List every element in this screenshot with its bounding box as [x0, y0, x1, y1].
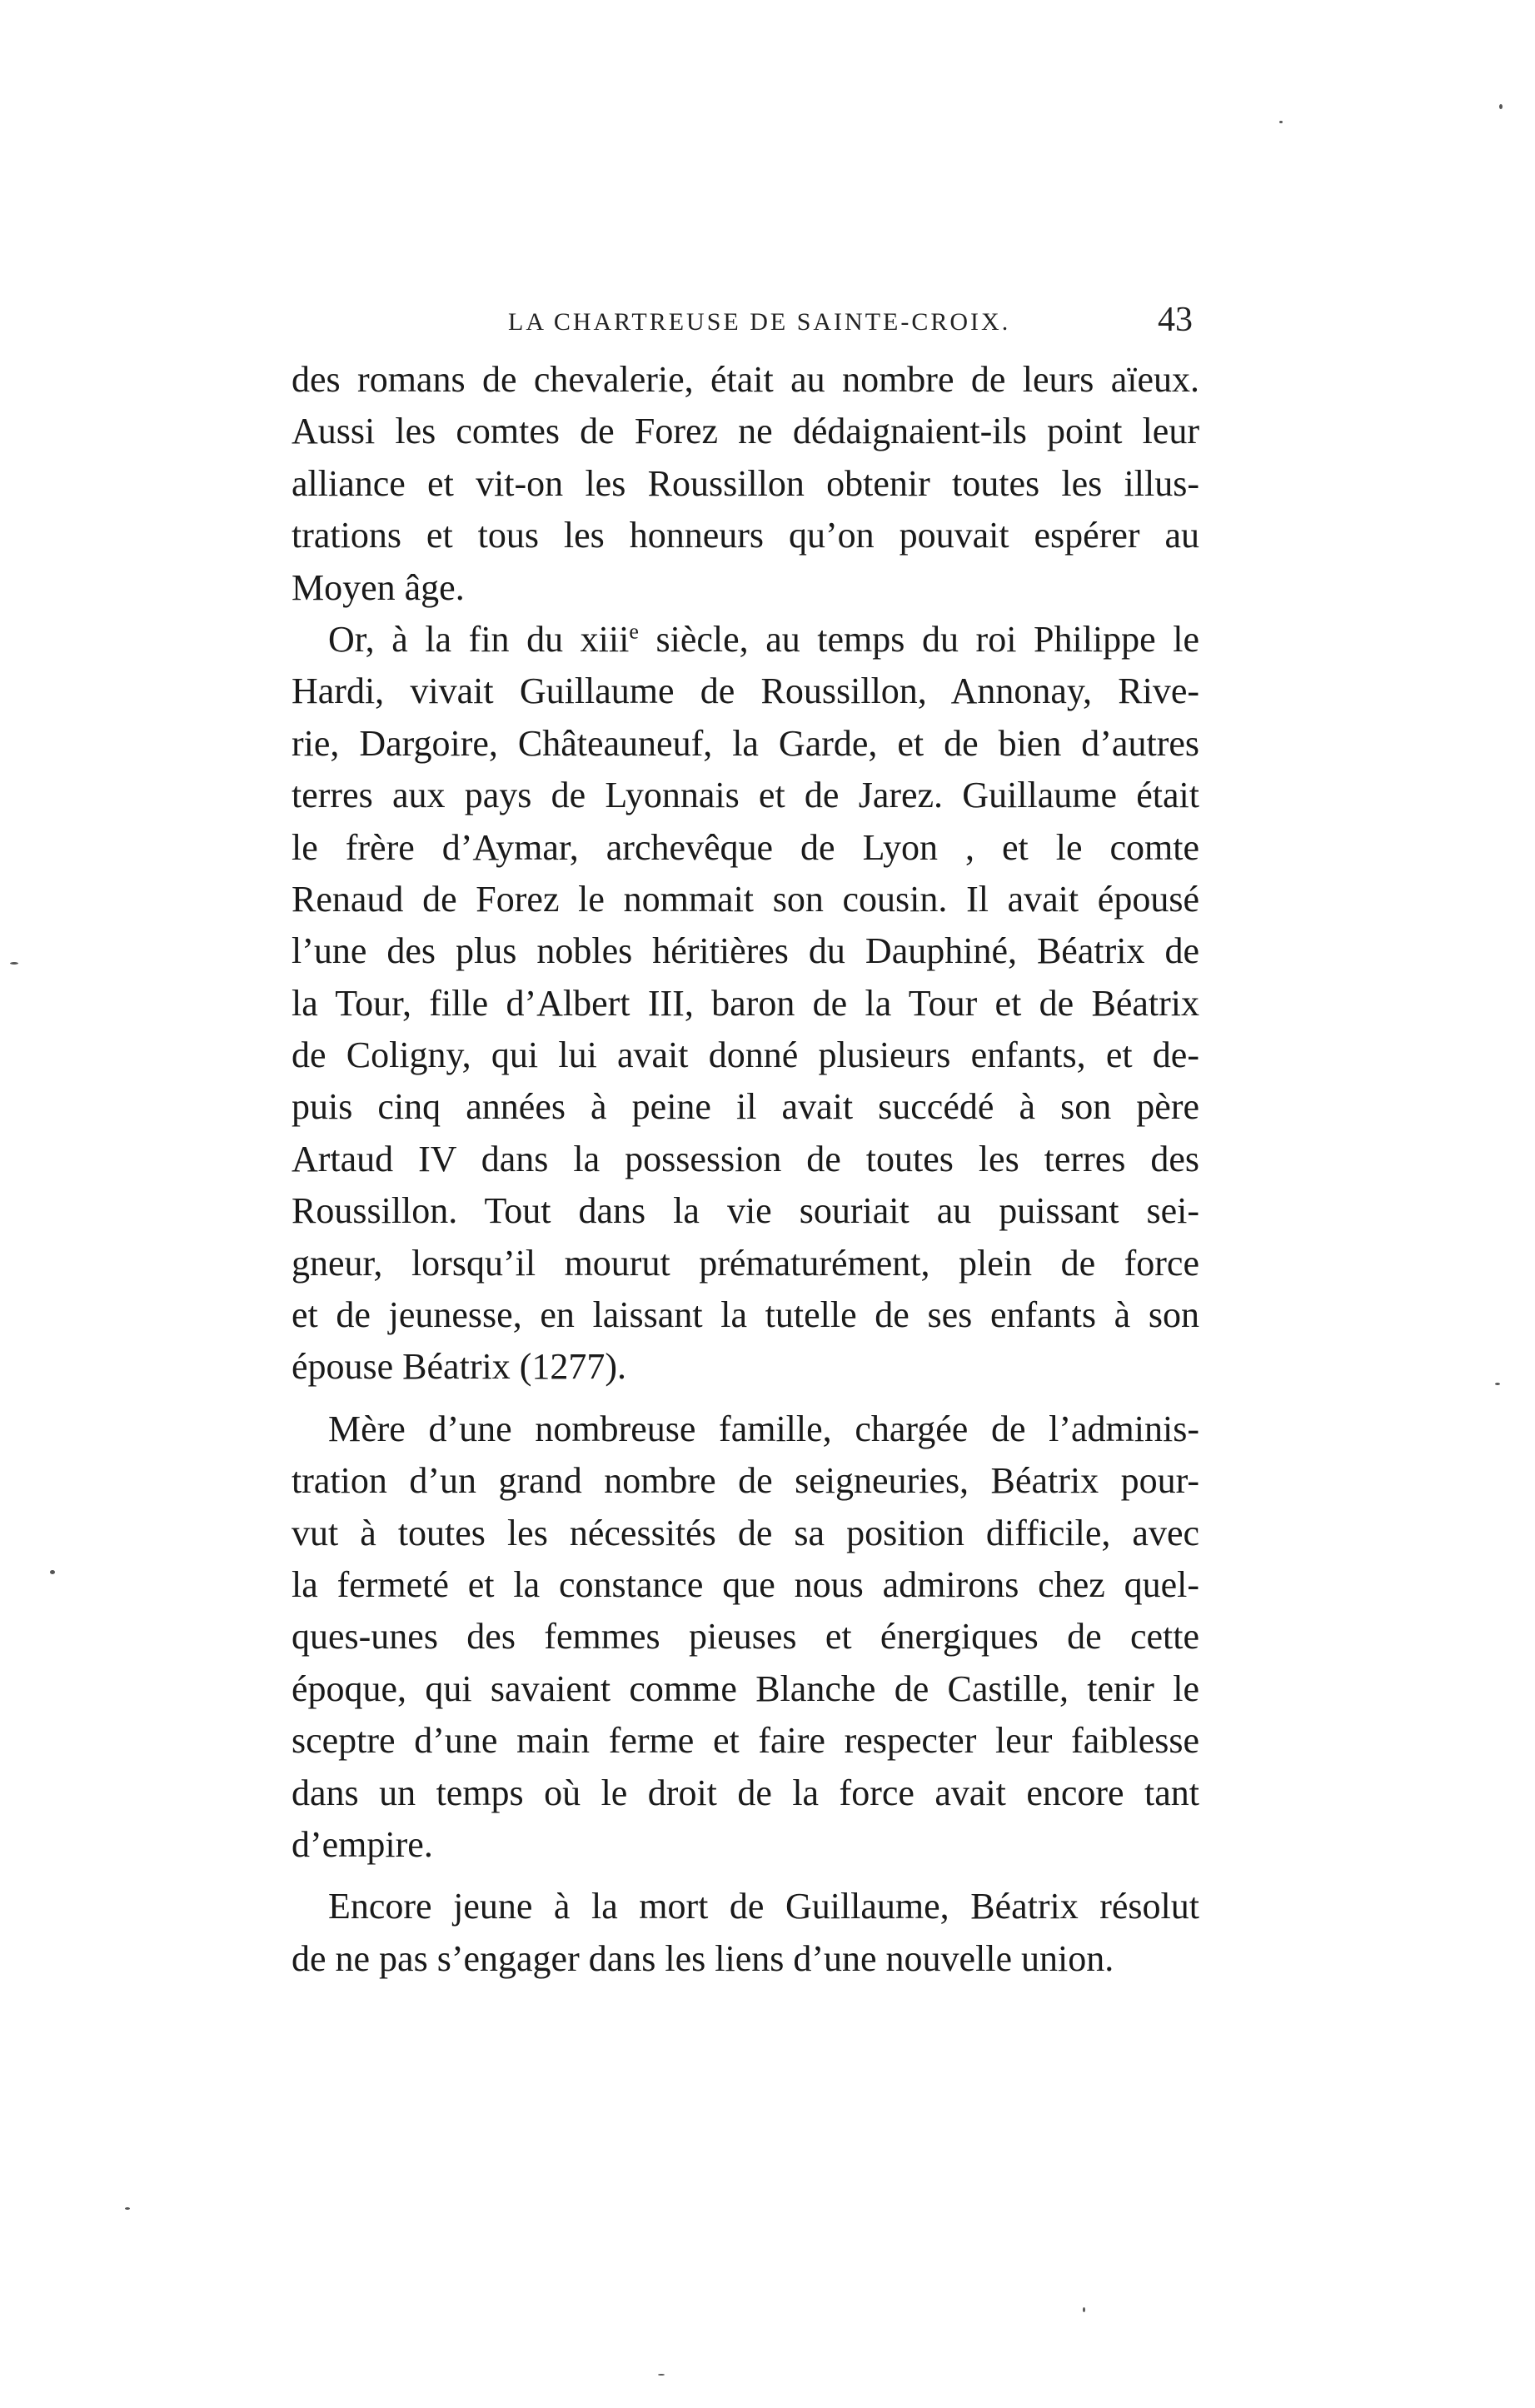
text-line: Mère d’une nombreuse famille, chargée de l’adminis-	[328, 1408, 1199, 1449]
text-line: trations et tous les honneurs qu’on pouvait espérer au	[292, 515, 1199, 556]
text-line: Renaud de Forez le nommait son cousin. Il avait épousé	[292, 878, 1199, 920]
running-head	[292, 300, 1199, 350]
paragraph-spacer	[292, 1871, 1199, 1881]
text-line: Encore jeune à la mort de Guillaume, Béatrix résolut	[328, 1886, 1199, 1927]
scan-speck	[1499, 104, 1503, 109]
text-line: Roussillon. Tout dans la vie souriait au puissant sei-	[292, 1190, 1199, 1232]
paragraph-2	[292, 614, 1199, 1393]
running-title: LA CHARTREUSE DE SAINTE-CROIX.	[508, 308, 1011, 336]
superscript: e	[629, 619, 639, 644]
text-line: la Tour, fille d’Albert III, baron de la Tour et de Béatrix	[292, 982, 1199, 1024]
scan-speck	[1083, 2307, 1085, 2312]
paragraph-3	[292, 1403, 1199, 1872]
text-line: gneur, lorsqu’il mourut prématurément, plein de force	[292, 1242, 1199, 1284]
scan-speck	[1495, 1383, 1500, 1385]
text-line: ques-unes des femmes pieuses et énergiques de cette	[292, 1616, 1199, 1658]
text-line: époque, qui savaient comme Blanche de Castille, tenir le	[292, 1668, 1199, 1709]
text-line: vut à toutes les nécessités de sa position difficile, avec	[292, 1512, 1199, 1553]
text-line: Artaud IV dans la possession de toutes les terres des	[292, 1138, 1199, 1179]
scan-speck	[658, 2374, 665, 2376]
paragraph-1	[292, 354, 1199, 614]
text-line: dans un temps où le droit de la force avait encore tant	[292, 1772, 1199, 1813]
text-line: le frère d’Aymar, archevêque de Lyon , et le comte	[292, 826, 1199, 868]
text-line: l’une des plus nobles héritières du Dauphiné, Béatrix de	[292, 930, 1199, 972]
paragraph-4	[292, 1881, 1199, 1985]
body-text	[292, 354, 1199, 1985]
text-segment: siècle, au temps du roi Philippe le	[638, 618, 1199, 660]
text-line: Moyen âge.	[292, 566, 465, 608]
text-line: et de jeunesse, en laissant la tutelle de ses enfants à son	[292, 1294, 1199, 1336]
text-line: alliance et vit-on les Roussillon obtenir toutes les illus-	[292, 462, 1199, 504]
text-line-with-superscript	[292, 614, 1199, 666]
text-line: Aussi les comtes de Forez ne dédaignaient-ils point leur	[292, 411, 1199, 452]
text-line: des romans de chevalerie, était au nombre de leurs aïeux.	[292, 359, 1199, 400]
text-segment: Or, à la fin du xiii	[328, 618, 630, 660]
text-line: épouse Béatrix (1277).	[292, 1346, 626, 1388]
text-line: terres aux pays de Lyonnais et de Jarez. Guillaume était	[292, 775, 1199, 816]
text-line: d’empire.	[292, 1823, 433, 1865]
text-line: de ne pas s’engager dans les liens d’une nouvelle union.	[292, 1937, 1114, 1979]
page-number: 43	[1158, 301, 1193, 339]
text-line: sceptre d’une main ferme et faire respecter leur faiblesse	[292, 1720, 1199, 1762]
text-line: Hardi, vivait Guillaume de Roussillon, Annonay, Rive-	[292, 671, 1199, 712]
text-line: la fermeté et la constance que nous admirons chez quel-	[292, 1563, 1199, 1605]
paragraph-spacer	[292, 1393, 1199, 1403]
scan-speck	[1279, 121, 1283, 123]
scan-speck	[50, 1570, 55, 1574]
scan-speck	[10, 962, 18, 965]
text-line: puis cinq années à peine il avait succédé à son père	[292, 1086, 1199, 1128]
text-line: tration d’un grand nombre de seigneuries, Béatrix pour-	[292, 1460, 1199, 1502]
scan-speck	[125, 2207, 130, 2210]
text-line: de Coligny, qui lui avait donné plusieurs enfants, et de-	[292, 1034, 1199, 1076]
text-line: rie, Dargoire, Châteauneuf, la Garde, et de bien d’autres	[292, 722, 1199, 764]
